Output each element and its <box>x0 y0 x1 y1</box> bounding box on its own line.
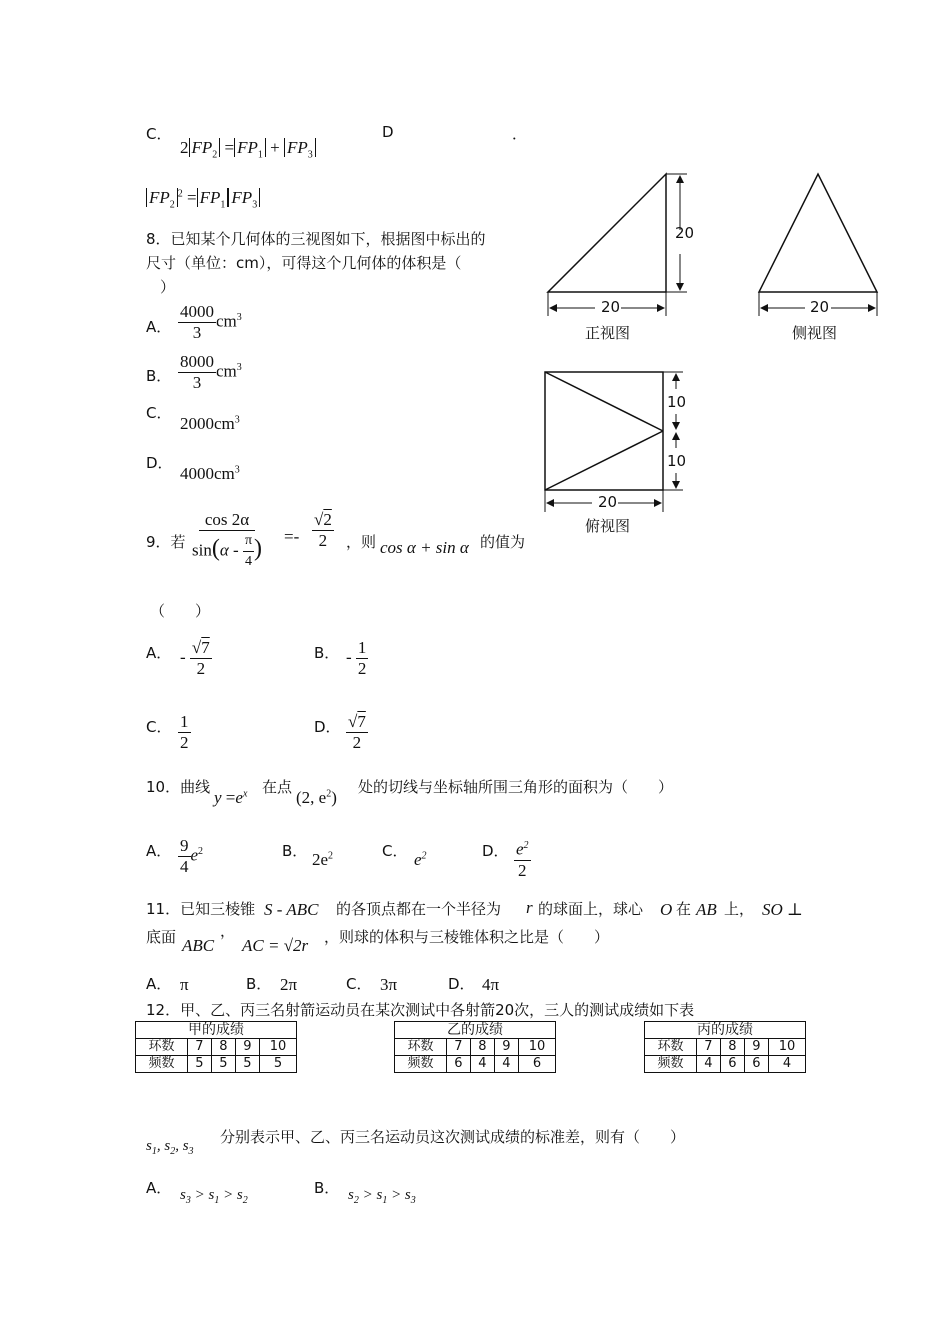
side-width-label: 20 <box>810 298 830 316</box>
q11-option-c-value: 3π <box>380 975 398 994</box>
q9-expr: cos α + sin α <box>380 538 469 557</box>
top-lower-label: 10 <box>667 452 687 470</box>
top-view-label: 俯视图 <box>585 517 631 535</box>
q9-option-c-label: C． <box>146 718 172 736</box>
row-label: 环数 <box>136 1039 188 1056</box>
row-label: 频数 <box>645 1056 697 1073</box>
q10-option-b-value: $2e^2$ <box>312 850 334 869</box>
q11-mid3: 在 <box>676 900 692 918</box>
side-view <box>759 174 877 342</box>
q9-equals: =- <box>284 527 300 546</box>
q9-option-c-value: $\frac{1}{2}$ <box>180 712 189 752</box>
q11-mid1: 的各顶点都在一个半径为 <box>336 900 502 918</box>
q12-option-b-value: $s_2 > s_1 > s_3$ <box>348 1187 416 1206</box>
q12-option-b-label: B． <box>314 1179 340 1197</box>
side-view-label: 侧视图 <box>792 324 838 342</box>
q11-option-c-label: C． <box>346 975 372 993</box>
ring-cell: 10 <box>259 1039 296 1056</box>
q9-then: ，则 <box>346 533 377 551</box>
q7-option-c-label: C． <box>146 125 172 143</box>
q10-option-c-value: $e^2$ <box>414 850 427 869</box>
q11-comma: ， <box>220 922 236 940</box>
ring-cell: 7 <box>696 1039 720 1056</box>
q10-option-c-label: C． <box>382 842 408 860</box>
score-table-bing <box>644 1021 806 1073</box>
q8-text-line2: 尺寸（单位：cm），可得这个几何体的体积是（ <box>146 254 462 272</box>
ring-cell: 7 <box>187 1039 211 1056</box>
front-width-label: 20 <box>601 298 621 316</box>
q11-AC: AC = √2r <box>242 936 309 955</box>
score-table-jia <box>135 1021 297 1073</box>
freq-cell: 6 <box>446 1056 470 1073</box>
q11-pyramid: S - ABC <box>264 900 319 919</box>
row-label: 频数 <box>136 1056 188 1073</box>
q11-mid4: 上， <box>724 900 755 918</box>
ring-cell: 10 <box>768 1039 805 1056</box>
q9-option-d-value: $\frac{√7}{2}$ <box>348 712 366 752</box>
front-view <box>548 174 694 342</box>
table-title: 乙的成绩 <box>395 1022 556 1039</box>
q9-tail: 的值为 <box>480 533 526 551</box>
ring-cell: 9 <box>744 1039 768 1056</box>
q9-option-a-label: A． <box>146 644 172 662</box>
freq-cell: 5 <box>187 1056 211 1073</box>
q8-option-d-value: $4000cm^3$ <box>180 464 240 483</box>
q9-option-a-value: - $\frac{√7}{2}$ <box>180 638 210 678</box>
q8-option-a-value: $\frac{4000}{3}$ $cm^3$ <box>180 302 242 342</box>
freq-cell: 4 <box>494 1056 518 1073</box>
q11-r: r <box>526 898 533 917</box>
q12-option-a-value: $s_3 > s_1 > s_2$ <box>180 1187 248 1206</box>
q8-option-b-label: B． <box>146 367 172 385</box>
q8-text-line1: 8．已知某个几何体的三视图如下，根据图中标出的 <box>146 230 486 248</box>
q10-prefix: 10．曲线 <box>146 778 211 796</box>
q11-option-b-label: B． <box>246 975 272 993</box>
freq-cell: 6 <box>518 1056 555 1073</box>
q11-option-a-label: A． <box>146 975 172 993</box>
freq-cell: 4 <box>696 1056 720 1073</box>
ring-cell: 8 <box>470 1039 494 1056</box>
top-view <box>545 372 686 535</box>
q7-option-c-formula: 2 $FP_2 = FP_1 + FP_3$ <box>180 138 316 160</box>
q7-dot: ． <box>512 125 528 143</box>
q10-option-b-label: B． <box>282 842 308 860</box>
q9-option-b-value: - $\frac{1}{2}$ <box>346 638 367 678</box>
q11-option-d-value: 4π <box>482 975 500 994</box>
freq-cell: 6 <box>720 1056 744 1073</box>
q8-option-c-label: C． <box>146 404 172 422</box>
freq-cell: 6 <box>744 1056 768 1073</box>
freq-cell: 4 <box>470 1056 494 1073</box>
row-label: 频数 <box>395 1056 447 1073</box>
table-title: 甲的成绩 <box>136 1022 297 1039</box>
q9-option-b-label: B． <box>314 644 340 662</box>
ring-cell: 8 <box>720 1039 744 1056</box>
ring-cell: 8 <box>211 1039 235 1056</box>
freq-cell: 5 <box>235 1056 259 1073</box>
ring-cell: 9 <box>494 1039 518 1056</box>
q11-option-d-label: D． <box>448 975 475 993</box>
q8-option-d-label: D． <box>146 454 173 472</box>
q12-option-a-label: A． <box>146 1179 172 1197</box>
top-upper-label: 10 <box>667 393 687 411</box>
q7-option-d-label: D <box>382 123 394 141</box>
q11-AB: AB <box>696 900 717 919</box>
ring-cell: 7 <box>446 1039 470 1056</box>
q10-option-d-label: D． <box>482 842 509 860</box>
q8-option-b-value: $\frac{8000}{3}$ $cm^3$ <box>180 352 242 392</box>
row-label: 环数 <box>395 1039 447 1056</box>
q8-option-a-label: A． <box>146 318 172 336</box>
row-label: 环数 <box>645 1039 697 1056</box>
q10-option-a-value: $\frac{9}{4}$ $e^2$ <box>180 836 204 876</box>
q10-at-point: 在点 <box>262 778 293 796</box>
q9-paren: （ ） <box>150 602 211 620</box>
freq-cell: 4 <box>768 1056 805 1073</box>
q8-option-c-value: $2000cm^3$ <box>180 414 240 433</box>
front-view-label: 正视图 <box>585 324 631 342</box>
q11-mid2: 的球面上，球心 <box>538 900 644 918</box>
q10-option-a-label: A． <box>146 842 172 860</box>
q8-text-line3: ） <box>160 278 176 296</box>
q9-option-d-label: D． <box>314 718 341 736</box>
top-width-label: 20 <box>598 493 618 511</box>
three-views-figure <box>535 160 895 545</box>
q10-point: (2, $e^2$) <box>296 788 337 807</box>
score-table-yi <box>394 1021 556 1073</box>
q10-curve: $y =e^x$ <box>214 788 248 807</box>
table-title: 丙的成绩 <box>645 1022 806 1039</box>
q7-option-d-formula: $FP_2^2 = FP_1$ $FP_3$ <box>146 188 260 210</box>
q11-O: O <box>660 900 673 919</box>
freq-cell: 5 <box>211 1056 235 1073</box>
q9-rhs: $\frac{√2}{2}$ <box>314 510 332 550</box>
q9-prefix: 9．若 <box>146 533 186 551</box>
freq-cell: 5 <box>259 1056 296 1073</box>
q12-svars: $s_1$, $s_2$, $s_3$ <box>146 1138 194 1157</box>
q9-fraction: cos 2α sin(α - $\frac{\pi}{4}$ ) <box>192 510 263 569</box>
q11-ABC: ABC <box>182 936 215 955</box>
q11-prefix: 11．已知三棱锥 <box>146 900 256 918</box>
ring-cell: 10 <box>518 1039 555 1056</box>
q10-tail: 处的切线与坐标轴所围三角形的面积为（ ） <box>358 778 674 796</box>
q12-tail: 分别表示甲、乙、丙三名运动员这次测试成绩的标准差，则有（ ） <box>220 1128 686 1146</box>
q11-option-a-value: π <box>180 975 189 994</box>
q11-line2-tail: ，则球的体积与三棱锥体积之比是（ ） <box>324 928 610 946</box>
q11-SO: SO ⊥ <box>762 900 804 919</box>
q11-line2-prefix: 底面 <box>146 928 177 946</box>
q10-option-d-value: $\frac{e^2}{2}$ <box>514 836 531 881</box>
q12-text: 12．甲、乙、丙三名射箭运动员在某次测试中各射箭20次，三人的测试成绩如下表 <box>146 1001 695 1019</box>
ring-cell: 9 <box>235 1039 259 1056</box>
front-height-label: 20 <box>675 224 695 242</box>
q11-option-b-value: 2π <box>280 975 298 994</box>
